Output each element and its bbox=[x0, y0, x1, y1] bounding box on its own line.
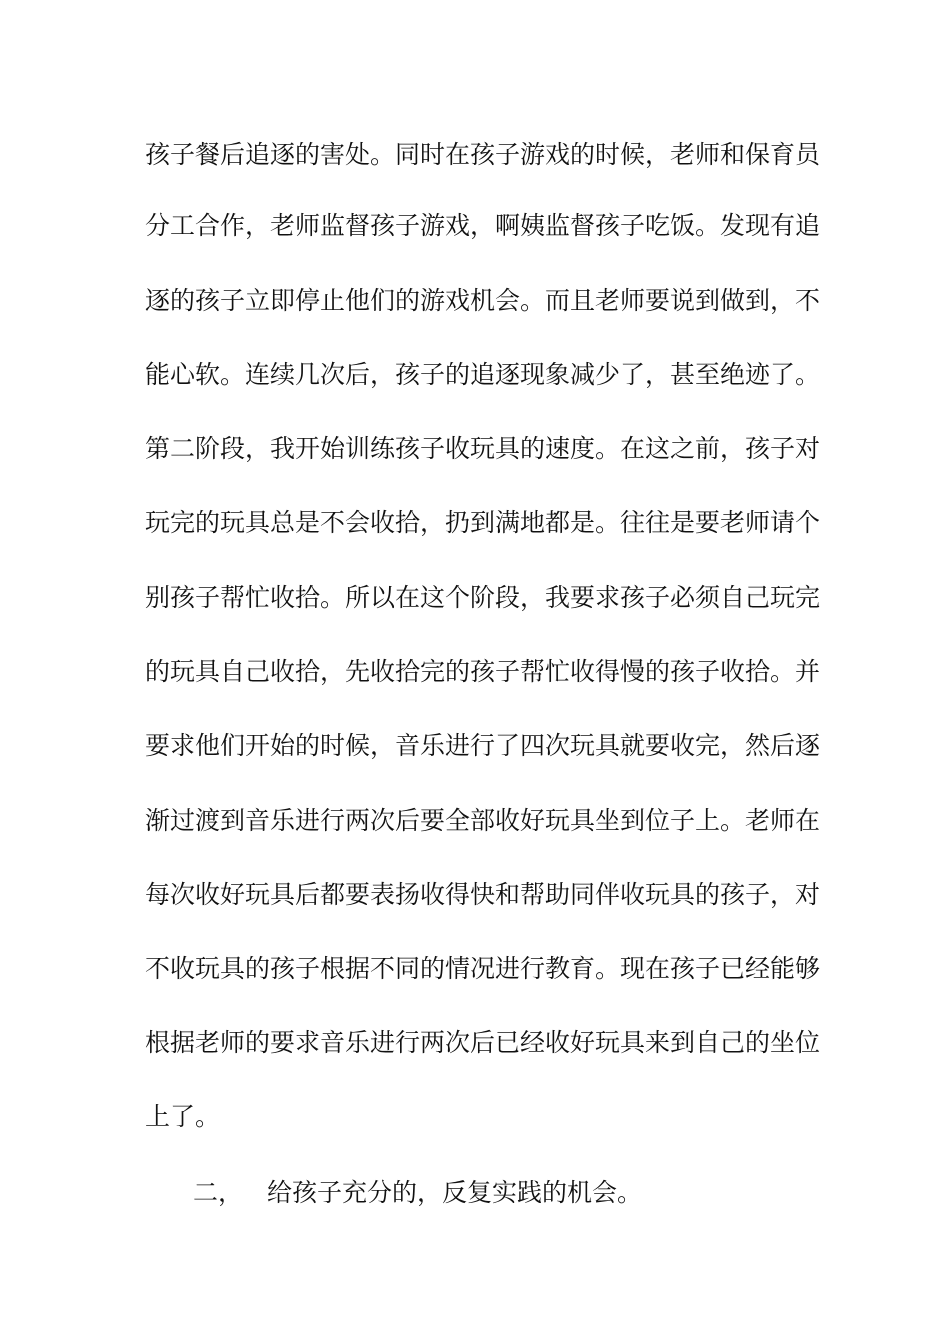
paragraph-line: 能心软。连续几次后，孩子的追逐现象减少了，甚至绝迹了。 bbox=[145, 360, 821, 389]
paragraph-line: 别孩子帮忙收拾。所以在这个阶段，我要求孩子必须自己玩完 bbox=[145, 583, 821, 612]
paragraph-line: 玩完的玩具总是不会收拾，扔到满地都是。往往是要老师请个 bbox=[145, 508, 821, 537]
paragraph-line: 的玩具自己收拾，先收拾完的孩子帮忙收得慢的孩子收拾。并 bbox=[145, 657, 821, 686]
paragraph-line: 要求他们开始的时候，音乐进行了四次玩具就要收完，然后逐 bbox=[145, 731, 821, 760]
paragraph-line: 逐的孩子立即停止他们的游戏机会。而且老师要说到做到，不 bbox=[145, 286, 821, 315]
section-heading-number: 二， bbox=[193, 1178, 244, 1207]
paragraph-line: 不收玩具的孩子根据不同的情况进行教育。现在孩子已经能够 bbox=[145, 954, 821, 983]
paragraph-line: 渐过渡到音乐进行两次后要全部收好玩具坐到位子上。老师在 bbox=[145, 806, 821, 835]
paragraph-line: 分工合作，老师监督孩子游戏，啊姨监督孩子吃饭。发现有追 bbox=[145, 211, 821, 240]
paragraph-line: 上了。 bbox=[145, 1102, 221, 1131]
section-heading-text: 给孩子充分的，反复实践的机会。 bbox=[267, 1178, 643, 1207]
paragraph-line: 根据老师的要求音乐进行两次后已经收好玩具来到自己的坐位 bbox=[145, 1028, 821, 1057]
paragraph-line: 第二阶段，我开始训练孩子收玩具的速度。在这之前，孩子对 bbox=[145, 434, 821, 463]
paragraph-line: 孩子餐后追逐的害处。同时在孩子游戏的时候，老师和保育员 bbox=[145, 140, 821, 169]
paragraph-line: 每次收好玩具后都要表扬收得快和帮助同伴收玩具的孩子，对 bbox=[145, 880, 821, 909]
section-heading bbox=[193, 1173, 642, 1213]
